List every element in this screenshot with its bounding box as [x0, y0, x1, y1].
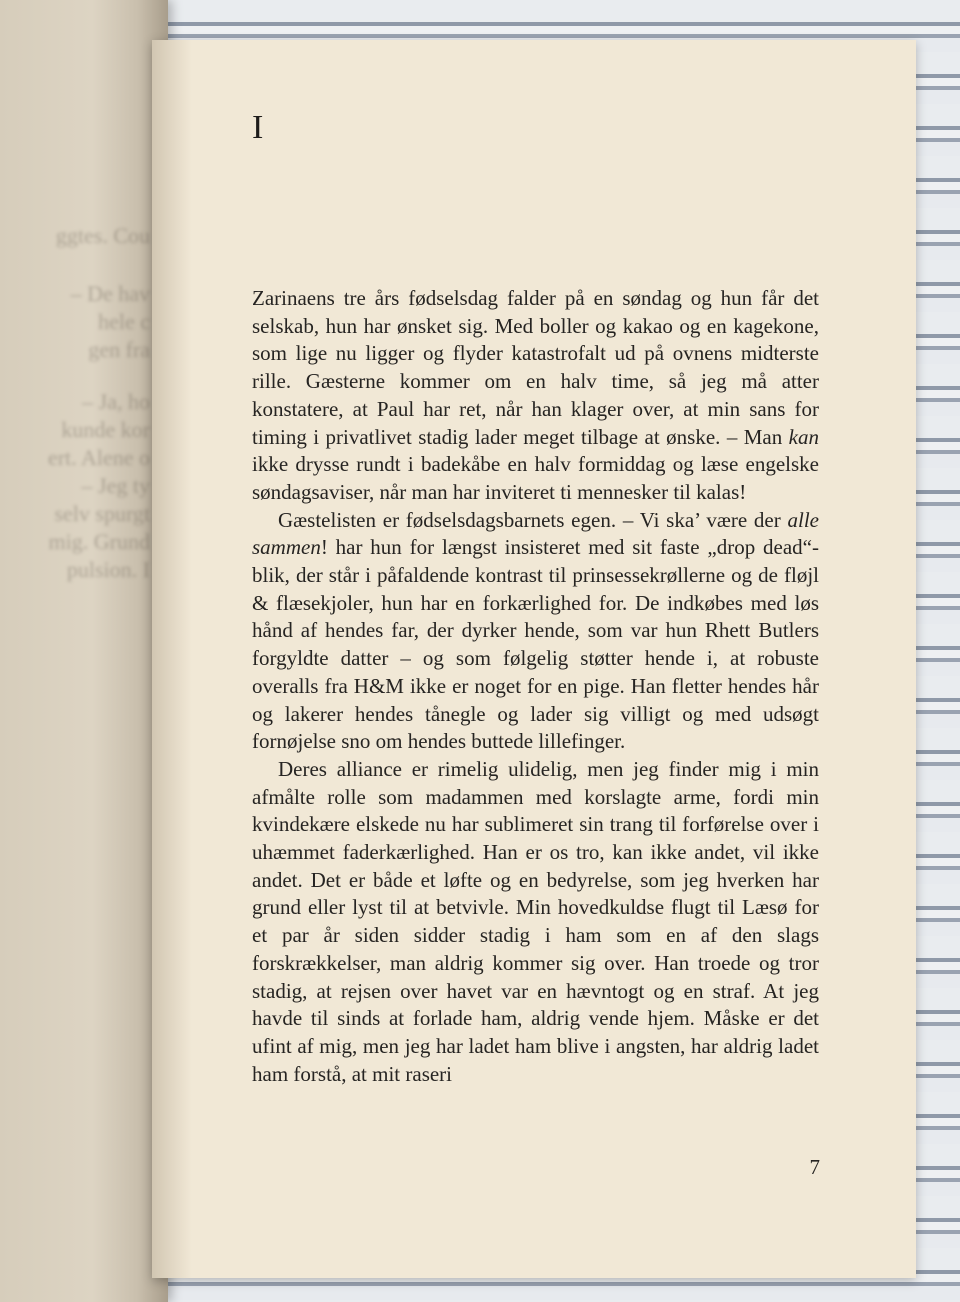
chapter-number: I: [252, 109, 264, 146]
left-page-fragment: hele c: [98, 309, 150, 334]
left-page-fragment: – Ja, ho: [82, 389, 150, 414]
paragraph-1: Zarinaens tre års fødselsdag falder på en søndag og hun får det selskab, hun har ønsket sig. Med boller og kakao og en kagekone, som lige nu ligger og flyder katastrofalt ud på ovnens midterste rille. Gæsterne kommer om en halv time, så jeg må atter konstatere, at Paul har ret, når han klager over, at min sans for timing i privatlivet stadig lader meget tilbage at ønske. – Man kan ikke drysse rundt i badekåbe en halv formiddag og læse engelske søndagsaviser, når man har inviteret ti mennesker til kalas!: [252, 286, 819, 504]
page-number: 7: [809, 1155, 820, 1179]
paragraph-2: Gæstelisten er fødselsdagsbarnets egen. – Vi ska’ være der alle sammen! har hun for længst insisteret med sit faste „drop dead“-blik, der står i påfaldende kontrast til prinsessekrøllerne og de fløjl & flæsekjoler, hun har en forkærlighed for. De indkøbes med løs hånd af hendes far, der dyrker hende, som var hun Rhett Butlers forgyldte datter – og som følgelig støtter hende i, at robuste overalls fra H&M ikke er noget for en pige. Han fletter hendes hår og lakerer hendes tånegle og lader sig villigt og med udsøgt fornøjelse sno om hendes buttede lillefinger.: [252, 507, 819, 754]
paragraph-3: Deres alliance er rimelig ulidelig, men jeg finder mig i min afmålte rolle som madammen med korslagte arme, fordi min kvindekære elskede nu har sublimeret sin trang til forførelse over i uhæmmet faderkærlighed. Han er os tro, kan ikke andet, vil ikke andet. Det er både et løfte og en bedyrelse, som jeg hverken har grund eller lyst til at betvivle. Min hovedkuldse flugt til Læsø for et par år siden sidder stadig i ham som en af den slags forskrækkelser, man aldrig kommer sig over. Han troede og tror stadig, at rejsen over havet var en hævntogt og en straf. At jeg havde til sinds at forlade ham, aldrig vende hjem. Måske er det ufint af mig, men jeg har ladet ham blive i angsten, har aldrig ladet ham forstå, at mit raseri: [252, 756, 819, 1086]
chapter-body: [252, 285, 819, 1088]
emphasis: alle sammen: [252, 507, 819, 560]
left-page-fragment: kunde kor: [61, 417, 150, 442]
left-page-fragment: pulsion. I: [66, 557, 150, 582]
left-page-fragment: selv spurgt: [54, 501, 150, 526]
left-page-fragment: mig. Grund: [48, 529, 150, 554]
emphasis: kan: [788, 424, 819, 449]
left-page-fragment: – De hav: [70, 281, 150, 306]
left-page-fragment: gen fra: [88, 337, 150, 362]
left-page-fragment: ggtes. Cou: [55, 223, 150, 248]
left-page-fragment: ert. Alene o: [47, 445, 150, 470]
left-page: [0, 0, 168, 1302]
left-page-fragment: – Jeg ty: [81, 473, 150, 498]
